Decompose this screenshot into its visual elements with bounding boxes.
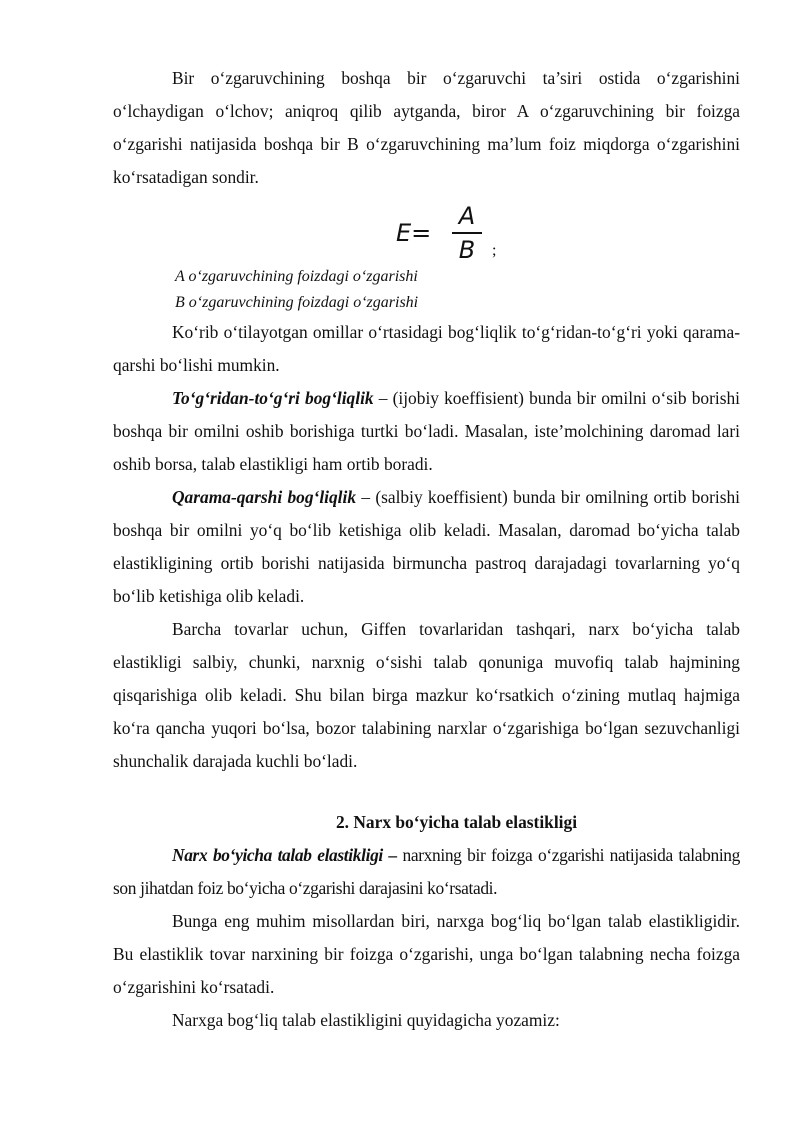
formula-suffix: ; (492, 242, 497, 259)
paragraph-formula-intro: Narxga bog‘liq talab elastikligini quyidagicha yozamiz: (172, 1010, 560, 1030)
term-price-elasticity: Narx bo‘yicha talab elastikligi – (172, 845, 397, 865)
formula-denominator: B (458, 235, 476, 264)
fraction-bar (452, 232, 482, 234)
paragraph-giffen: Barcha tovarlar uchun, Giffen tovarlaridan tashqari, narx bo‘yicha talab elastikligi salbiy, chunki, narxnig o‘sishi talab qonuniga muvofiq talab hajmining qisqarishiga olib keladi. Shu bilan birga mazkur ko‘rsatkich o‘zining mutlaq hajmiga ko‘ra qancha yuqori bo‘lsa, bozor talabining narxlar o‘zgarishiga bo‘lgan sezuvchanligi shunchalik darajada kuchli bo‘ladi. (113, 619, 740, 771)
paragraph-definition: Bir o‘zgaruvchining boshqa bir o‘zgaruvchi ta’siri ostida o‘zgarishini o‘lchaydigan o‘lchov; aniqroq qilib aytganda, biror A o‘zgaruvchining bir foizga o‘zgarishi natijasida boshqa bir B o‘zgaruvchining ma’lum foiz miqdorga o‘zgarishini ko‘rsatadigan sondir. (113, 68, 740, 187)
paragraph-price-elasticity-def (113, 839, 740, 905)
term-direct: To‘g‘ridan-to‘g‘ri bog‘liqlik (172, 388, 374, 408)
paragraph-relationship: Ko‘rib o‘tilayotgan omillar o‘rtasidagi bog‘liqlik to‘g‘ridan-to‘g‘ri yoki qarama-qarshi bo‘lishi mumkin. (113, 322, 740, 375)
paragraph-direct-relationship (113, 382, 740, 481)
formula-numerator: A (458, 202, 476, 230)
document-page (113, 62, 740, 1037)
section-heading: 2. Narx bo‘yicha talab elastikligi (335, 812, 578, 832)
paragraph-inverse-relationship (113, 481, 740, 613)
term-inverse: Qarama-qarshi bog‘liqlik (172, 487, 357, 507)
definition-b: B o‘zgaruvchining foizdagi o‘zgarishi (175, 294, 419, 311)
formula-fraction (452, 202, 482, 264)
paragraph-example: Bunga eng muhim misollardan biri, narxga bog‘liq bo‘lgan talab elastikligidir. Bu elastiklik tovar narxining bir foizga o‘zgarishi, unga bo‘lgan talabning necha foizga o‘zgarishini ko‘rsatadi. (113, 911, 740, 997)
text-price-elasticity: narxning bir foizga o‘zgarishi natijasida talabning son jihatdan foiz bo‘yicha o‘zgarishi darajasini ko‘rsatadi. (113, 845, 740, 898)
formula-lhs: E= (396, 219, 432, 247)
elasticity-formula (113, 194, 740, 264)
text-direct: – (ijobiy koeffisient) bunda bir omilni o‘sib borishi boshqa bir omilni oshib borishiga turtki bo‘ladi. Masalan, iste’molchining daromad lari oshib borsa, talab elastikligi ham ortib boradi. (113, 388, 740, 474)
definition-a: A o‘zgaruvchining foizdagi o‘zgarishi (175, 268, 418, 285)
text-inverse: – (salbiy koeffisient) bunda bir omilning ortib borishi boshqa bir omilni yo‘q bo‘lib ketishiga olib keladi. Masalan, daromad bo‘yicha talab elastikligining ortib borishi natijasida birmuncha pastroq darajadagi tovarlarning yo‘q bo‘lib ketishiga olib keladi. (113, 487, 740, 606)
